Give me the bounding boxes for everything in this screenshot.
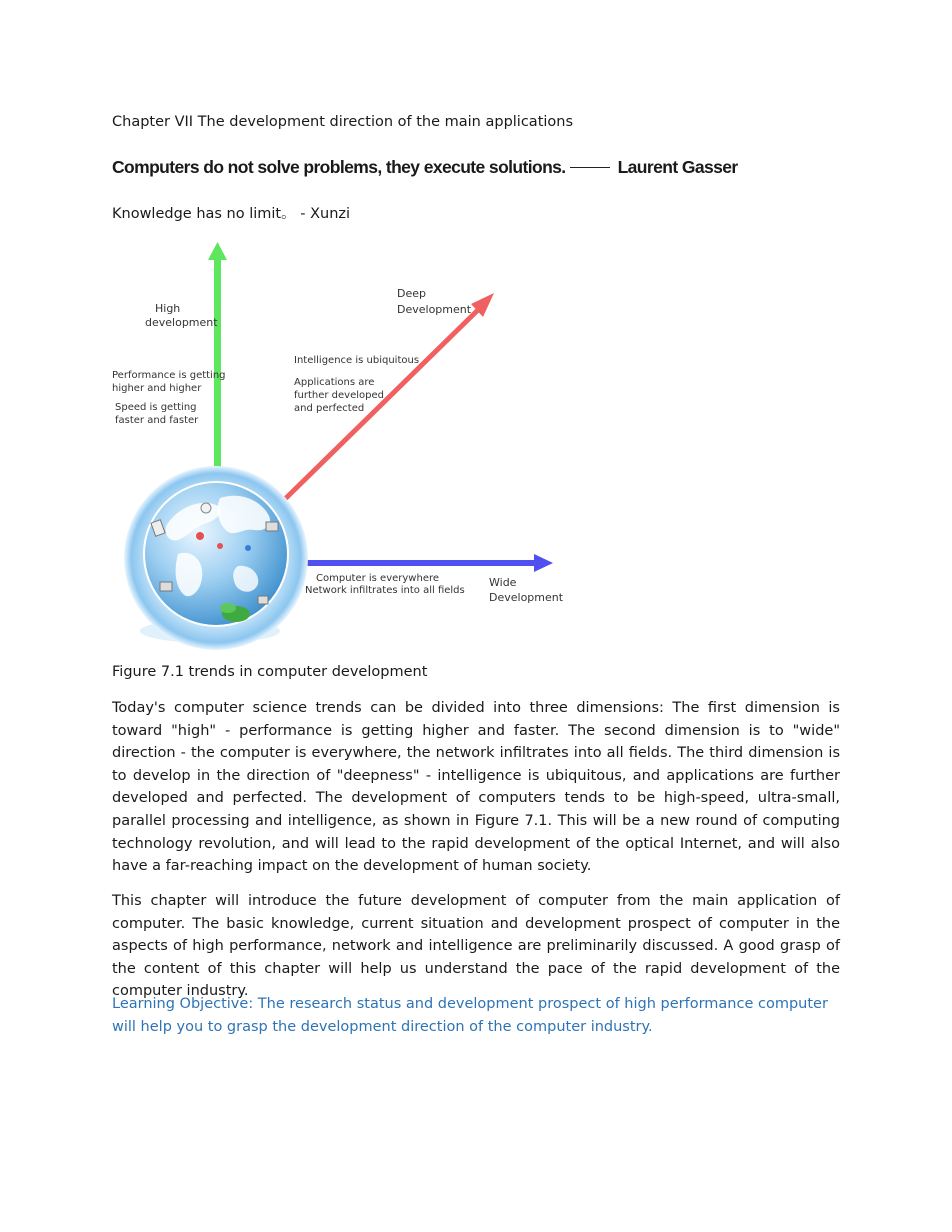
deep-desc-line-1: Intelligence is ubiquitous <box>294 355 420 366</box>
learning-objective: Learning Objective: The research status and development prospect of high performance computer will help you to grasp the development direction of the computer industry. <box>112 996 828 1035</box>
wide-label-line-2: Development <box>489 591 564 604</box>
quote-text: Computers do not solve problems, they execute solutions. <box>112 157 566 177</box>
deep-label-line-2: Development <box>397 303 472 316</box>
high-desc-line-2: higher and higher <box>112 383 202 394</box>
quote-author: Laurent Gasser <box>617 157 738 177</box>
body-paragraph-1: Today's computer science trends can be divided into three dimensions: The first dimension is toward "high" - performance is getting higher and faster. The second dimension is to "wide" direction - the computer is everywhere, the network infiltrates into all fields. The third dimension is to develop in the direction of "deepness" - intelligence is ubiquitous, and applications are further developed and perfected. The development of computers tends to be high-speed, ultra-small, parallel processing and intelligence, as shown in Figure 7.1. This will be a new round of computing technology revolution, and will lead to the rapid development of the optical Internet, and will also have a far-reaching impact on the development of human society. <box>112 700 840 875</box>
wide-label-line-1: Wide <box>489 576 517 589</box>
deep-label-line-1: Deep <box>397 287 426 300</box>
high-label-line-2: development <box>145 316 218 329</box>
trends-figure <box>108 236 568 656</box>
deep-desc-line-4: and perfected <box>294 403 365 414</box>
high-desc-line-3: Speed is getting <box>115 402 197 413</box>
high-desc-line-1: Performance is getting <box>112 370 226 381</box>
wide-arrow-head <box>534 554 553 572</box>
deep-desc-line-3: further developed <box>294 390 384 401</box>
globe-icon <box>124 466 308 650</box>
high-desc-line-4: faster and faster <box>115 415 199 426</box>
high-arrow-shaft <box>214 256 221 481</box>
wide-desc-line-2: Network infiltrates into all fields <box>305 585 465 596</box>
epigraph-quote <box>112 157 738 178</box>
body-paragraph-2: This chapter will introduce the future development of computer from the main application of computer. The basic knowledge, current situation and development prospect of computer in the aspects of high performance, network and intelligence are preliminarily discussed. A good grasp of the content of this chapter will help us understand the pace of the rapid development of the computer industry. <box>112 893 840 1000</box>
wide-desc-line-1: Computer is everywhere <box>316 573 440 584</box>
quote-dash <box>570 167 610 168</box>
high-label-line-1: High <box>155 302 181 315</box>
knowledge-quote: Knowledge has no limit。 - Xunzi <box>112 206 351 222</box>
wide-arrow-shaft <box>303 560 535 566</box>
chapter-title: Chapter VII The development direction of the main applications <box>112 114 574 130</box>
high-arrow-head <box>208 242 227 260</box>
deep-desc-line-2: Applications are <box>294 377 375 388</box>
figure-caption: Figure 7.1 trends in computer development <box>112 664 428 680</box>
